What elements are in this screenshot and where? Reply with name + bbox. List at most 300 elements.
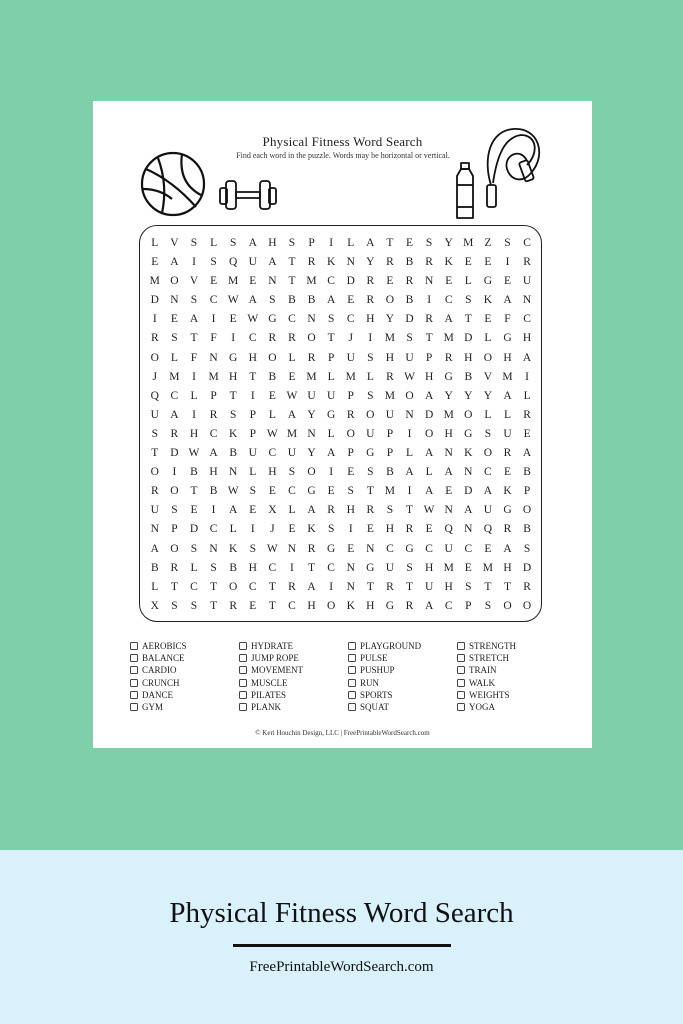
grid-letter[interactable]: E	[366, 523, 374, 536]
grid-letter[interactable]: U	[444, 542, 453, 555]
grid-letter[interactable]: G	[503, 504, 512, 517]
grid-letter[interactable]: B	[464, 370, 473, 383]
grid-letter[interactable]: K	[229, 427, 238, 440]
grid-letter[interactable]: E	[268, 485, 276, 498]
grid-letter[interactable]: L	[288, 504, 296, 517]
grid-letter[interactable]: M	[443, 332, 454, 345]
checkbox[interactable]	[457, 691, 465, 699]
grid-letter[interactable]: T	[366, 580, 374, 593]
grid-letter[interactable]: E	[503, 275, 511, 288]
grid-letter[interactable]: M	[169, 370, 180, 383]
grid-letter[interactable]: G	[307, 485, 316, 498]
grid-letter[interactable]: I	[505, 256, 510, 269]
grid-letter[interactable]: E	[464, 256, 472, 269]
grid-letter[interactable]: O	[483, 351, 493, 364]
grid-letter[interactable]: O	[366, 408, 375, 421]
grid-letter[interactable]: A	[307, 504, 316, 517]
grid-letter[interactable]: S	[523, 542, 531, 555]
grid-letter[interactable]: A	[405, 466, 414, 479]
grid-letter[interactable]: S	[406, 332, 413, 345]
grid-letter[interactable]: E	[406, 237, 414, 249]
grid-letter[interactable]: S	[171, 332, 178, 345]
grid-letter[interactable]: A	[483, 485, 493, 498]
grid-letter[interactable]: U	[405, 351, 414, 364]
grid-letter[interactable]: O	[307, 466, 316, 479]
grid-letter[interactable]: M	[149, 275, 160, 288]
grid-letter[interactable]: E	[484, 542, 492, 555]
grid-letter[interactable]: N	[346, 256, 355, 269]
checkbox[interactable]	[239, 654, 247, 662]
grid-letter[interactable]: G	[229, 351, 238, 364]
checkbox[interactable]	[239, 703, 247, 711]
grid-letter[interactable]: W	[227, 485, 239, 498]
grid-letter[interactable]: N	[424, 275, 434, 288]
grid-letter[interactable]: W	[188, 447, 200, 460]
grid-letter[interactable]: O	[385, 294, 395, 307]
grid-letter[interactable]: C	[484, 466, 492, 479]
grid-letter[interactable]: E	[386, 275, 394, 288]
grid-letter[interactable]: I	[329, 466, 334, 479]
grid-letter[interactable]: D	[464, 332, 473, 345]
grid-letter[interactable]: U	[326, 389, 336, 402]
grid-letter[interactable]: R	[366, 504, 375, 517]
grid-letter[interactable]: B	[229, 561, 237, 574]
grid-letter[interactable]: I	[427, 294, 432, 307]
grid-letter[interactable]: R	[386, 370, 394, 383]
grid-letter[interactable]: C	[248, 332, 257, 345]
checkbox[interactable]	[348, 679, 356, 687]
grid-letter[interactable]: R	[288, 580, 296, 593]
grid-letter[interactable]: A	[503, 294, 512, 307]
grid-letter[interactable]: N	[170, 294, 179, 307]
grid-letter[interactable]: T	[151, 447, 159, 460]
grid-letter[interactable]: L	[210, 237, 218, 249]
grid-letter[interactable]: H	[268, 466, 277, 479]
grid-letter[interactable]: R	[405, 599, 414, 612]
grid-letter[interactable]: Z	[484, 237, 492, 249]
grid-letter[interactable]: C	[444, 294, 453, 307]
checkbox[interactable]	[348, 691, 356, 699]
grid-letter[interactable]: I	[192, 256, 196, 269]
grid-letter[interactable]: N	[444, 447, 453, 460]
grid-letter[interactable]: R	[425, 256, 433, 269]
grid-letter[interactable]: A	[268, 256, 277, 269]
grid-letter[interactable]: C	[288, 485, 296, 498]
grid-letter[interactable]: E	[210, 275, 218, 288]
grid-letter[interactable]: T	[308, 561, 316, 574]
grid-letter[interactable]: B	[307, 294, 316, 307]
grid-letter[interactable]: L	[229, 523, 237, 536]
grid-letter[interactable]: L	[151, 237, 159, 249]
checkbox[interactable]	[457, 666, 465, 674]
grid-letter[interactable]: S	[190, 237, 198, 249]
grid-letter[interactable]: H	[385, 523, 395, 536]
grid-letter[interactable]: T	[406, 580, 414, 593]
checkbox[interactable]	[130, 642, 138, 650]
grid-letter[interactable]: I	[368, 332, 373, 345]
grid-letter[interactable]: E	[445, 485, 453, 498]
grid-letter[interactable]: H	[366, 313, 375, 326]
grid-letter[interactable]: A	[170, 408, 179, 421]
grid-letter[interactable]: D	[150, 294, 159, 307]
grid-letter[interactable]: I	[231, 332, 236, 345]
grid-letter[interactable]: A	[424, 389, 434, 402]
grid-letter[interactable]: J	[348, 332, 353, 345]
grid-letter[interactable]: J	[152, 370, 158, 383]
grid-letter[interactable]: N	[346, 561, 355, 574]
grid-letter[interactable]: P	[210, 389, 217, 402]
grid-letter[interactable]: S	[190, 542, 198, 555]
grid-letter[interactable]: W	[404, 370, 415, 383]
grid-letter[interactable]: L	[327, 427, 335, 440]
grid-letter[interactable]: C	[327, 275, 335, 288]
grid-letter[interactable]: U	[150, 408, 159, 421]
grid-letter[interactable]: S	[504, 237, 511, 249]
grid-letter[interactable]: R	[523, 256, 531, 269]
grid-letter[interactable]: U	[248, 447, 257, 460]
grid-letter[interactable]: B	[386, 466, 394, 479]
grid-letter[interactable]: K	[503, 485, 512, 498]
checkbox[interactable]	[130, 691, 138, 699]
grid-letter[interactable]: S	[288, 237, 296, 249]
grid-letter[interactable]: V	[189, 275, 199, 288]
grid-letter[interactable]: U	[287, 447, 297, 460]
grid-letter[interactable]: G	[444, 370, 453, 383]
grid-letter[interactable]: D	[424, 408, 434, 421]
grid-letter[interactable]: E	[170, 313, 178, 326]
grid-letter[interactable]: B	[523, 466, 531, 479]
grid-letter[interactable]: A	[209, 447, 218, 460]
grid-letter[interactable]: Q	[483, 523, 493, 536]
grid-letter[interactable]: B	[150, 561, 159, 574]
checkbox[interactable]	[348, 703, 356, 711]
grid-letter[interactable]: H	[189, 427, 199, 440]
grid-letter[interactable]: G	[268, 313, 277, 326]
grid-letter[interactable]: K	[307, 523, 316, 536]
grid-letter[interactable]: U	[346, 351, 355, 364]
checkbox[interactable]	[239, 642, 247, 650]
grid-letter[interactable]: N	[366, 542, 375, 555]
grid-letter[interactable]: R	[523, 408, 531, 421]
grid-letter[interactable]: W	[423, 504, 435, 517]
grid-letter[interactable]: R	[366, 275, 375, 288]
grid-letter[interactable]: S	[151, 427, 158, 440]
grid-letter[interactable]: C	[248, 580, 257, 593]
checkbox[interactable]	[130, 666, 138, 674]
grid-letter[interactable]: M	[384, 389, 396, 402]
grid-letter[interactable]: S	[249, 542, 256, 555]
grid-letter[interactable]: A	[248, 294, 257, 307]
grid-letter[interactable]: N	[287, 542, 297, 555]
grid-letter[interactable]: U	[307, 389, 316, 402]
grid-letter[interactable]: A	[248, 237, 257, 249]
grid-letter[interactable]: B	[268, 370, 277, 383]
grid-letter[interactable]: S	[171, 599, 178, 612]
grid-letter[interactable]: O	[268, 351, 277, 364]
grid-letter[interactable]: O	[307, 332, 316, 345]
grid-letter[interactable]: F	[190, 351, 198, 364]
grid-letter[interactable]: Y	[444, 389, 453, 402]
grid-letter[interactable]: M	[482, 561, 493, 574]
grid-letter[interactable]: C	[170, 389, 179, 402]
grid-letter[interactable]: E	[190, 504, 198, 517]
grid-letter[interactable]: S	[171, 504, 178, 517]
grid-letter[interactable]: A	[503, 389, 512, 402]
grid-letter[interactable]: C	[425, 542, 433, 555]
grid-letter[interactable]: H	[424, 561, 434, 574]
grid-letter[interactable]: G	[405, 542, 414, 555]
grid-letter[interactable]: S	[210, 561, 217, 574]
grid-letter[interactable]: T	[464, 313, 472, 326]
grid-letter[interactable]: N	[464, 523, 473, 536]
grid-letter[interactable]: R	[386, 256, 394, 269]
grid-letter[interactable]: U	[522, 275, 532, 288]
grid-letter[interactable]: G	[503, 332, 512, 345]
grid-letter[interactable]: A	[444, 466, 453, 479]
grid-letter[interactable]: S	[229, 408, 237, 421]
grid-letter[interactable]: M	[502, 370, 513, 383]
grid-letter[interactable]: I	[407, 485, 412, 498]
grid-letter[interactable]: P	[327, 351, 335, 364]
grid-letter[interactable]: D	[522, 561, 532, 574]
grid-letter[interactable]: O	[464, 408, 473, 421]
grid-letter[interactable]: L	[190, 561, 198, 574]
checkbox[interactable]	[348, 666, 356, 674]
grid-letter[interactable]: R	[170, 427, 179, 440]
checkbox[interactable]	[130, 654, 138, 662]
grid-letter[interactable]: S	[406, 561, 413, 574]
grid-letter[interactable]: W	[227, 294, 239, 307]
grid-letter[interactable]: C	[209, 523, 218, 536]
grid-letter[interactable]: R	[405, 275, 414, 288]
grid-letter[interactable]: S	[249, 485, 256, 498]
grid-letter[interactable]: N	[209, 351, 218, 364]
grid-letter[interactable]: I	[250, 523, 255, 536]
grid-letter[interactable]: S	[288, 466, 296, 479]
grid-letter[interactable]: T	[288, 256, 296, 269]
grid-letter[interactable]: D	[464, 485, 473, 498]
grid-letter[interactable]: H	[248, 351, 257, 364]
grid-letter[interactable]: C	[288, 313, 296, 326]
grid-letter[interactable]: H	[229, 370, 238, 383]
grid-letter[interactable]: U	[366, 427, 375, 440]
grid-letter[interactable]: R	[268, 332, 277, 345]
grid-letter[interactable]: E	[464, 561, 472, 574]
grid-letter[interactable]: E	[484, 313, 492, 326]
grid-letter[interactable]: P	[523, 485, 531, 498]
grid-letter[interactable]: T	[425, 332, 433, 345]
grid-letter[interactable]: U	[483, 504, 493, 517]
grid-letter[interactable]: S	[229, 237, 237, 249]
grid-letter[interactable]: A	[366, 237, 375, 249]
grid-letter[interactable]: T	[386, 237, 394, 249]
checkbox[interactable]	[457, 654, 465, 662]
grid-letter[interactable]: M	[463, 237, 474, 249]
grid-letter[interactable]: L	[425, 466, 433, 479]
grid-letter[interactable]: O	[326, 599, 336, 612]
grid-letter[interactable]: K	[326, 256, 336, 269]
grid-letter[interactable]: X	[268, 504, 277, 517]
grid-letter[interactable]: D	[346, 275, 355, 288]
grid-letter[interactable]: A	[326, 294, 336, 307]
grid-letter[interactable]: J	[270, 523, 275, 536]
checkbox[interactable]	[239, 691, 247, 699]
grid-letter[interactable]: A	[424, 485, 434, 498]
grid-letter[interactable]: I	[211, 504, 216, 517]
grid-letter[interactable]: B	[190, 466, 198, 479]
grid-letter[interactable]: N	[522, 294, 532, 307]
grid-letter[interactable]: O	[170, 275, 179, 288]
grid-letter[interactable]: V	[483, 370, 493, 383]
grid-letter[interactable]: E	[151, 256, 159, 269]
grid-letter[interactable]: A	[150, 542, 159, 555]
grid-letter[interactable]: M	[286, 427, 298, 440]
grid-letter[interactable]: S	[465, 580, 472, 593]
grid-letter[interactable]: S	[327, 523, 335, 536]
grid-letter[interactable]: Q	[444, 523, 453, 536]
grid-letter[interactable]: U	[503, 427, 512, 440]
grid-letter[interactable]: C	[209, 427, 218, 440]
grid-letter[interactable]: T	[484, 580, 492, 593]
grid-letter[interactable]: I	[192, 370, 196, 383]
grid-letter[interactable]: H	[307, 599, 316, 612]
grid-letter[interactable]: U	[150, 504, 159, 517]
grid-letter[interactable]: E	[327, 485, 335, 498]
grid-letter[interactable]: U	[385, 408, 395, 421]
grid-letter[interactable]: W	[286, 389, 298, 402]
grid-letter[interactable]: R	[170, 561, 179, 574]
grid-letter[interactable]: W	[266, 427, 278, 440]
grid-letter[interactable]: R	[503, 447, 512, 460]
checkbox[interactable]	[457, 703, 465, 711]
grid-letter[interactable]: Q	[229, 256, 238, 269]
grid-letter[interactable]: O	[150, 466, 159, 479]
grid-letter[interactable]: R	[307, 351, 316, 364]
grid-letter[interactable]: C	[346, 313, 355, 326]
grid-letter[interactable]: G	[326, 542, 336, 555]
grid-letter[interactable]: W	[247, 313, 259, 326]
grid-letter[interactable]: C	[523, 237, 531, 249]
grid-letter[interactable]: R	[229, 599, 237, 612]
grid-letter[interactable]: P	[249, 408, 256, 421]
grid-letter[interactable]: H	[366, 599, 375, 612]
grid-letter[interactable]: O	[170, 542, 179, 555]
grid-letter[interactable]: I	[525, 370, 529, 383]
grid-letter[interactable]: R	[425, 313, 433, 326]
grid-letter[interactable]: E	[523, 427, 531, 440]
grid-letter[interactable]: S	[425, 237, 433, 249]
grid-letter[interactable]: K	[444, 256, 453, 269]
grid-letter[interactable]: N	[209, 542, 218, 555]
grid-letter[interactable]: Y	[366, 256, 375, 269]
grid-letter[interactable]: A	[522, 351, 532, 364]
grid-letter[interactable]: H	[424, 370, 434, 383]
grid-letter[interactable]: T	[190, 332, 198, 345]
grid-letter[interactable]: T	[288, 275, 296, 288]
grid-letter[interactable]: M	[306, 275, 317, 288]
grid-letter[interactable]: D	[189, 523, 199, 536]
grid-letter[interactable]: T	[503, 580, 511, 593]
grid-letter[interactable]: E	[288, 370, 296, 383]
grid-letter[interactable]: O	[503, 599, 512, 612]
grid-letter[interactable]: B	[288, 294, 296, 307]
grid-letter[interactable]: A	[189, 313, 199, 326]
grid-letter[interactable]: Y	[307, 408, 316, 421]
grid-letter[interactable]: Y	[464, 389, 473, 402]
grid-letter[interactable]: Q	[150, 389, 159, 402]
grid-letter[interactable]: R	[327, 504, 335, 517]
grid-letter[interactable]: I	[172, 466, 177, 479]
grid-letter[interactable]: B	[229, 447, 237, 460]
grid-letter[interactable]: T	[190, 485, 198, 498]
grid-letter[interactable]: A	[229, 504, 238, 517]
grid-letter[interactable]: M	[443, 408, 454, 421]
checkbox[interactable]	[130, 679, 138, 687]
grid-letter[interactable]: O	[522, 599, 532, 612]
grid-letter[interactable]: L	[484, 408, 492, 421]
grid-letter[interactable]: H	[444, 427, 453, 440]
grid-letter[interactable]: O	[424, 427, 434, 440]
checkbox[interactable]	[239, 679, 247, 687]
grid-letter[interactable]: L	[249, 466, 257, 479]
grid-letter[interactable]: E	[347, 294, 355, 307]
grid-letter[interactable]: A	[307, 580, 316, 593]
grid-letter[interactable]: S	[190, 599, 198, 612]
grid-letter[interactable]: I	[329, 580, 334, 593]
grid-letter[interactable]: R	[150, 332, 159, 345]
grid-letter[interactable]: R	[523, 580, 531, 593]
grid-letter[interactable]: I	[250, 389, 255, 402]
grid-letter[interactable]: O	[346, 427, 355, 440]
grid-letter[interactable]: K	[464, 447, 473, 460]
grid-letter[interactable]: M	[208, 370, 219, 383]
grid-letter[interactable]: D	[170, 447, 179, 460]
grid-letter[interactable]: L	[288, 351, 296, 364]
grid-letter[interactable]: O	[150, 351, 159, 364]
grid-letter[interactable]: M	[306, 370, 317, 383]
grid-letter[interactable]: L	[366, 370, 374, 383]
grid-letter[interactable]: E	[249, 504, 257, 517]
grid-letter[interactable]: D	[405, 313, 414, 326]
grid-letter[interactable]: K	[346, 599, 355, 612]
grid-letter[interactable]: E	[347, 542, 355, 555]
grid-letter[interactable]: G	[483, 275, 493, 288]
grid-letter[interactable]: C	[444, 599, 453, 612]
grid-letter[interactable]: E	[268, 389, 276, 402]
grid-letter[interactable]: E	[425, 523, 433, 536]
grid-letter[interactable]: G	[464, 427, 473, 440]
grid-letter[interactable]: N	[150, 523, 159, 536]
checkbox[interactable]	[348, 642, 356, 650]
grid-letter[interactable]: I	[407, 427, 412, 440]
grid-letter[interactable]: M	[384, 332, 396, 345]
grid-letter[interactable]: N	[444, 504, 453, 517]
grid-letter[interactable]: A	[170, 256, 179, 269]
grid-letter[interactable]: B	[523, 523, 531, 536]
grid-letter[interactable]: U	[424, 580, 434, 593]
grid-letter[interactable]: G	[366, 447, 375, 460]
grid-letter[interactable]: P	[249, 427, 256, 440]
grid-letter[interactable]: P	[465, 599, 472, 612]
grid-letter[interactable]: S	[190, 294, 198, 307]
grid-letter[interactable]: R	[209, 408, 218, 421]
grid-letter[interactable]: B	[405, 294, 414, 307]
grid-letter[interactable]: G	[366, 561, 375, 574]
grid-letter[interactable]: R	[150, 485, 159, 498]
grid-letter[interactable]: N	[307, 427, 316, 440]
grid-letter[interactable]: W	[266, 542, 278, 555]
grid-letter[interactable]: S	[269, 294, 276, 307]
